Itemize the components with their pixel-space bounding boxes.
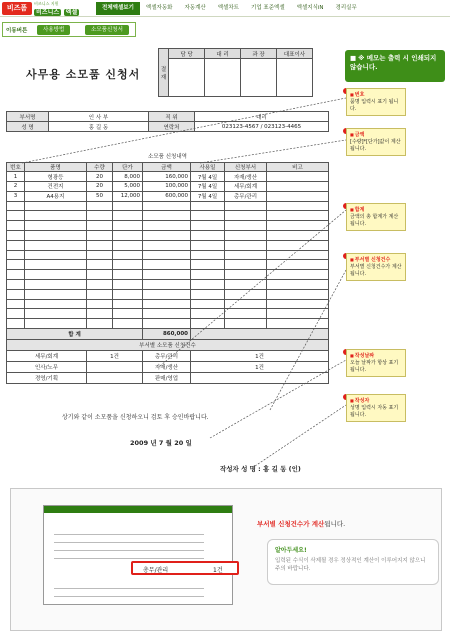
dept-value[interactable]: 인 사 부 xyxy=(49,112,149,122)
mini-form-thumbnail xyxy=(43,505,233,605)
cell-item[interactable]: 건전지 xyxy=(25,182,87,192)
zoom-dept-count: 1건 xyxy=(213,567,223,574)
zoom-dept-name: 총무/관리 xyxy=(143,567,169,574)
cell-item[interactable]: 형광등 xyxy=(25,172,87,182)
usage-preview-panel xyxy=(10,488,442,631)
position-value[interactable]: 대리 xyxy=(195,112,329,122)
note-dept-count[interactable] xyxy=(346,253,406,281)
zoomed-dept-count-row xyxy=(131,561,239,575)
note-total[interactable] xyxy=(346,203,406,231)
supply-request-button[interactable]: 소모품신청서 xyxy=(85,25,129,35)
note-date[interactable] xyxy=(346,349,406,377)
col-header-amount: 금액 xyxy=(143,162,191,172)
check-icon: ■ xyxy=(350,54,357,62)
callout-rest-text: 됩니다. xyxy=(324,520,346,528)
request-date: 2009 년 7 월 20 일 xyxy=(130,439,192,447)
note-amount[interactable] xyxy=(346,128,406,156)
sublogo-tag: 엑셀 xyxy=(65,9,78,16)
note-title: ■ 부서별 신청건수 xyxy=(350,256,402,264)
dept-name: 총무/관리 xyxy=(143,351,191,362)
cell-qty[interactable]: 20 xyxy=(87,172,113,182)
approval-header-assistant: 대 리 xyxy=(205,49,241,59)
mini-line xyxy=(54,550,204,551)
dept-count: 1건 xyxy=(191,362,329,373)
cell-dept[interactable]: 세무/회계 xyxy=(225,182,267,192)
dept-count-caption: 부서별 소모품 신청건수 xyxy=(7,340,329,351)
dept-count: 1건 xyxy=(87,351,143,362)
col-header-qty: 수량 xyxy=(87,162,113,172)
cell-use-date[interactable]: 7월 4일 xyxy=(191,172,225,182)
cell-use-date[interactable]: 7월 4일 xyxy=(191,191,225,201)
cell-no: 2 xyxy=(7,182,25,192)
note-title: ■ 합계 xyxy=(350,206,402,214)
callout-bold-text: 부서별 신청건수가 계산 xyxy=(257,520,325,528)
name-value[interactable]: 홍 길 동 xyxy=(49,122,149,132)
cell-price[interactable]: 8,000 xyxy=(113,172,143,182)
total-amount: 860,000 xyxy=(143,329,191,340)
sublogo-brand-text: 비즈니스 xyxy=(36,9,60,16)
dept-name: 판매/영업 xyxy=(143,373,191,384)
mini-nav-bar xyxy=(44,506,232,513)
menu-item-standard-excel[interactable]: 기업 표준엑셀 xyxy=(251,5,285,11)
col-header-dept: 신청부서 xyxy=(225,162,267,172)
dept-name: 경영/기획 xyxy=(7,373,87,384)
request-statement: 상기와 같이 소모품을 신청하오니 검토 후 승인바랍니다. xyxy=(62,414,209,421)
mini-line xyxy=(54,596,204,597)
menu-item-accounting[interactable]: 경리실무 xyxy=(335,5,357,11)
mini-line xyxy=(54,542,204,543)
cell-amount: 600,000 xyxy=(143,191,191,201)
dept-name: 자재/생산 xyxy=(143,362,191,373)
position-label: 직 위 xyxy=(149,112,195,122)
contact-value[interactable]: 023123-4567 / 023123-4465 xyxy=(195,122,329,132)
note-body: 부서별 신청건수가 계산됩니다. xyxy=(350,264,402,277)
cell-qty[interactable]: 50 xyxy=(87,191,113,201)
note-body: 성명 입력시 자동 표기됩니다. xyxy=(350,405,399,418)
page-title: 사무용 소모품 신청서 xyxy=(26,68,141,81)
cell-use-date[interactable]: 7월 4일 xyxy=(191,182,225,192)
dept-name: 인사/노무 xyxy=(7,362,87,373)
cell-price[interactable]: 5,000 xyxy=(113,182,143,192)
preview-callout xyxy=(257,519,345,528)
approval-header-manager: 과 장 xyxy=(241,49,277,59)
cell-qty[interactable]: 20 xyxy=(87,182,113,192)
col-header-item: 품명 xyxy=(25,162,87,172)
cell-dept[interactable]: 총무/관리 xyxy=(225,191,267,201)
approval-header-ceo: 대표이사 xyxy=(277,49,313,59)
approval-side-label: 결재 xyxy=(159,49,169,97)
move-buttons-label: 이동버튼 xyxy=(6,28,28,34)
note-body: 품명 입력시 표기 됩니다. xyxy=(350,99,399,112)
memo-print-notice xyxy=(345,50,445,82)
dept-label: 부서명 xyxy=(7,112,49,122)
total-label: 합 계 xyxy=(7,329,143,340)
tip-title: 알아두세요! xyxy=(275,547,307,554)
col-header-remarks: 비고 xyxy=(267,162,329,172)
cell-no: 1 xyxy=(7,172,25,182)
note-title: ■ 금액 xyxy=(350,131,402,139)
note-body: [수량]*[단가]값이 계산됩니다. xyxy=(350,139,401,152)
tip-body: 입력된 수식이 삭제될 경우 정상적인 계산이 이루어지지 않으니 주의 바랍니다. xyxy=(275,558,426,572)
cell-price[interactable]: 12,000 xyxy=(113,191,143,201)
note-number[interactable] xyxy=(346,88,406,116)
note-author[interactable] xyxy=(346,394,406,422)
tip-box xyxy=(267,539,439,585)
dept-count: 1건 xyxy=(191,351,329,362)
mini-line xyxy=(54,534,204,535)
menu-item-excel-knowledge[interactable]: 엑셀지식iN xyxy=(296,5,324,11)
name-label: 성 명 xyxy=(7,122,49,132)
menu-item-excel-automation[interactable]: 엑셀자동화 xyxy=(145,5,173,11)
note-title: ■ 작성자 xyxy=(350,397,402,405)
menu-item-all-excel[interactable]: 전체엑셀보기 xyxy=(96,2,140,15)
cell-dept[interactable]: 자재/생산 xyxy=(225,172,267,182)
sublogo-tagline: 비즈니스 지원 xyxy=(34,1,59,6)
note-body: 금액의 총 합계가 계산됩니다. xyxy=(350,214,399,227)
memo-print-notice-text: ※ 메모는 출력 시 인쇄되지 않습니다. xyxy=(350,54,437,71)
cell-no: 3 xyxy=(7,191,25,201)
dept-name: 세무/회계 xyxy=(7,351,87,362)
contact-label: 연락처 xyxy=(149,122,195,132)
mini-line xyxy=(54,588,204,589)
mini-line xyxy=(54,558,204,559)
note-title: ■ 번호 xyxy=(350,91,402,99)
signature-line: 작성자 성 명 : 홍 길 동 (인) xyxy=(220,465,301,473)
cell-item[interactable]: A4용지 xyxy=(25,191,87,201)
usage-guide-button[interactable]: 사용방법 xyxy=(37,25,70,35)
menu-item-excel-chart[interactable]: 엑셀차트 xyxy=(217,5,239,11)
col-header-use-date: 사용일 xyxy=(191,162,225,172)
col-header-no: 번호 xyxy=(7,162,25,172)
approval-header-staff: 담 당 xyxy=(169,49,205,59)
cell-amount: 160,000 xyxy=(143,172,191,182)
note-body: 오늘 날짜가 항상 표기됩니다. xyxy=(350,360,399,373)
menu-item-auto-calc[interactable]: 자동계산 xyxy=(184,5,206,11)
items-caption: 소모품 신청내역 xyxy=(7,150,329,162)
col-header-price: 단가 xyxy=(113,162,143,172)
cell-amount: 100,000 xyxy=(143,182,191,192)
bizforms-logo[interactable]: 비즈폼 xyxy=(2,2,32,15)
note-title: ■ 작성날짜 xyxy=(350,352,402,360)
